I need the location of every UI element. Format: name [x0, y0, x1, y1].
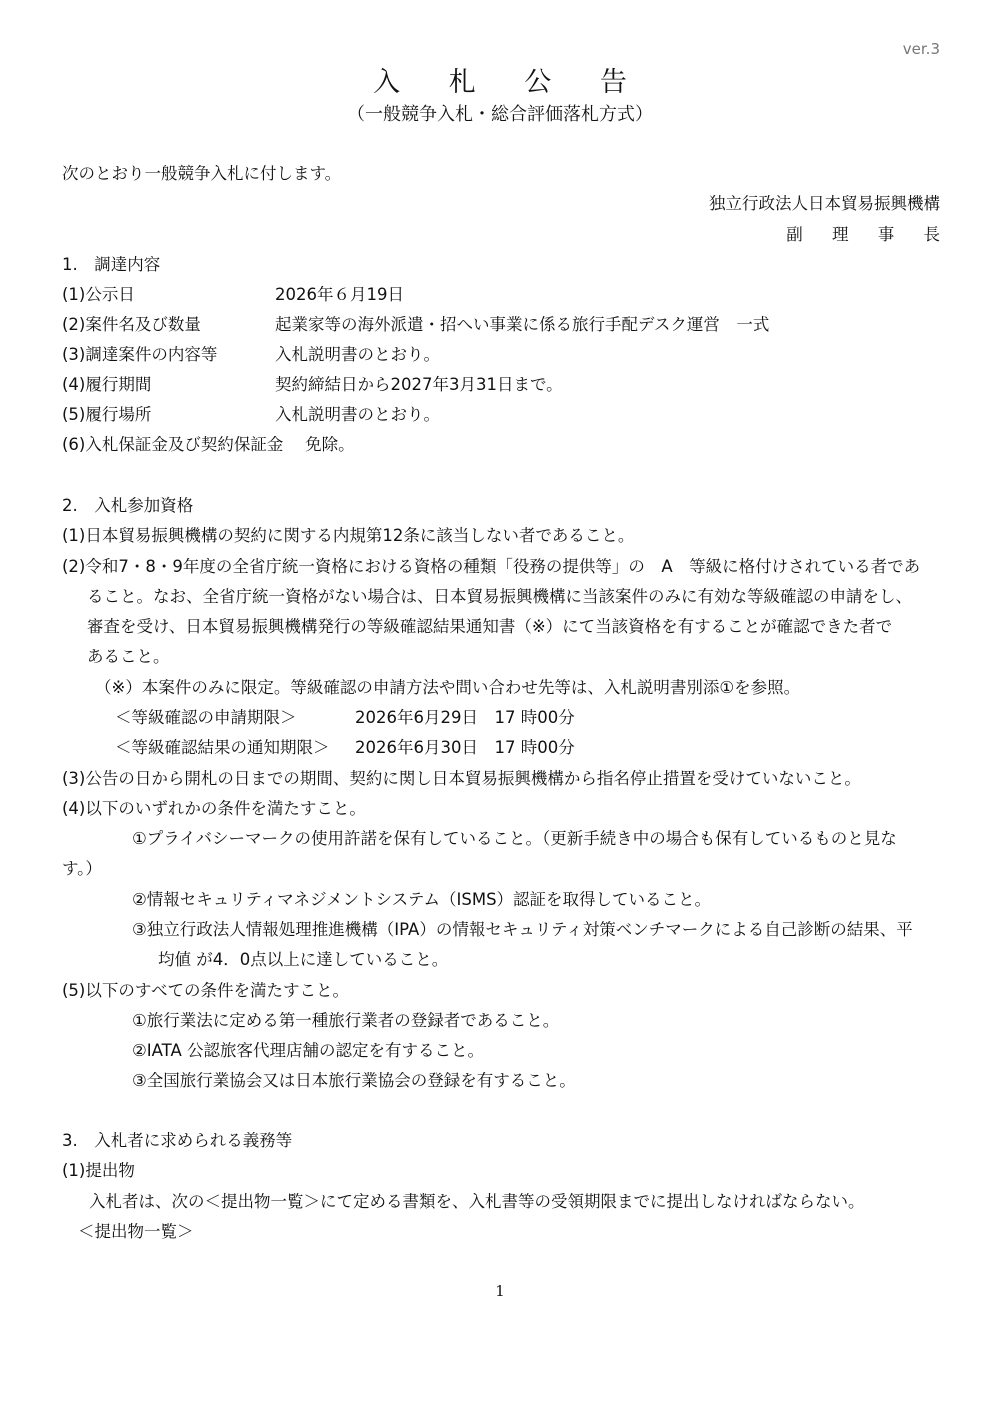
item-value-announcement-date: 2026年６月19日	[275, 285, 404, 304]
qualification-item-2-line-1: (2)令和7・8・9年度の全省庁統一資格における資格の種類「役務の提供等」の A 等級に格付けされている者であ	[62, 557, 921, 576]
deadline-value-application: 2026年6月29日 17 時00分	[355, 708, 575, 727]
item-value-procurement-content: 入札説明書のとおり。	[275, 345, 440, 364]
page-number: 1	[495, 1282, 505, 1300]
qualification-item-4-sub-3-line-1: ③独立行政法人情報処理推進機構（IPA）の情報セキュリティ対策ベンチマークによる自己診断の結果、平	[132, 920, 913, 939]
issuer-organization: 独立行政法人日本貿易振興機構	[709, 194, 940, 213]
section2-heading: 2. 入札参加資格	[62, 496, 194, 515]
qualification-item-4-sub-3-line-2: 均値 が4．0点以上に達していること。	[158, 950, 449, 969]
qualification-item-4: (4)以下のいずれかの条件を満たすこと。	[62, 799, 366, 818]
qualification-item-4-sub-1-line-1: ①プライバシーマークの使用許諾を保有していること。（更新手続き中の場合も保有しているものと見な	[132, 829, 897, 848]
qualification-item-4-sub-2: ②情報セキュリティマネジメントシステム（ISMS）認証を取得していること。	[132, 890, 712, 909]
obligation-item-1: (1)提出物	[62, 1161, 135, 1180]
item-label-performance-period: (4)履行期間	[62, 375, 152, 394]
item-value-project-name: 起業家等の海外派遣・招へい事業に係る旅行手配デスク運営 一式	[275, 315, 770, 334]
deadline-label-application: ＜等級確認の申請期限＞	[115, 708, 297, 727]
qualification-item-2-line-2: ること。なお、全省庁統一資格がない場合は、日本貿易振興機構に当該案件のみに有効な等級確認の申請をし、	[87, 587, 912, 606]
qualification-note: （※）本案件のみに限定。等級確認の申請方法や問い合わせ先等は、入札説明書別添①を参照。	[95, 678, 801, 697]
item-label-performance-place: (5)履行場所	[62, 405, 152, 424]
qualification-item-3: (3)公告の日から開札の日までの期間、契約に関し日本貿易振興機構から指名停止措置を受けていないこと。	[62, 769, 861, 788]
intro-text: 次のとおり一般競争入札に付します。	[62, 164, 342, 183]
qualification-item-1: (1)日本貿易振興機構の契約に関する内規第12条に該当しない者であること。	[62, 526, 635, 545]
document-subtitle: （一般競争入札・総合評価落札方式）	[347, 104, 653, 125]
qualification-item-5-sub-2: ②IATA 公認旅客代理店舗の認定を有すること。	[132, 1041, 484, 1060]
version-label: ver.3	[902, 40, 940, 58]
qualification-item-2-line-4: あること。	[87, 647, 170, 666]
qualification-item-5-sub-1: ①旅行業法に定める第一種旅行業者の登録者であること。	[132, 1011, 560, 1030]
section1-heading: 1. 調達内容	[62, 255, 161, 274]
item-value-performance-period: 契約締結日から2027年3月31日まで。	[275, 375, 563, 394]
item-label-announcement-date: (1)公示日	[62, 285, 135, 304]
deadline-label-notification: ＜等級確認結果の通知期限＞	[115, 738, 330, 757]
qualification-item-5: (5)以下のすべての条件を満たすこと。	[62, 981, 350, 1000]
submission-list-heading: ＜提出物一覧＞	[78, 1222, 194, 1241]
item-value-performance-place: 入札説明書のとおり。	[275, 405, 440, 424]
obligation-item-1-text: 入札者は、次の＜提出物一覧＞にて定める書類を、入札書等の受領期限までに提出しなければならない。	[89, 1192, 865, 1211]
qualification-item-5-sub-3: ③全国旅行業協会又は日本旅行業協会の登録を有すること。	[132, 1071, 576, 1090]
item-label-project-name: (2)案件名及び数量	[62, 315, 201, 334]
qualification-item-4-sub-1-line-2: す。）	[62, 859, 102, 878]
issuer-officer: 副 理 事 長	[786, 225, 952, 244]
qualification-item-2-line-3: 審査を受け、日本貿易振興機構発行の等級確認結果通知書（※）にて当該資格を有することが確認できた者で	[87, 617, 893, 636]
section3-heading: 3. 入札者に求められる義務等	[62, 1131, 293, 1150]
item-label-procurement-content: (3)調達案件の内容等	[62, 345, 218, 364]
item-deposit: (6)入札保証金及び契約保証金 免除。	[62, 435, 355, 454]
document-title: 入 札 公 告	[373, 67, 647, 98]
deadline-value-notification: 2026年6月30日 17 時00分	[355, 738, 575, 757]
